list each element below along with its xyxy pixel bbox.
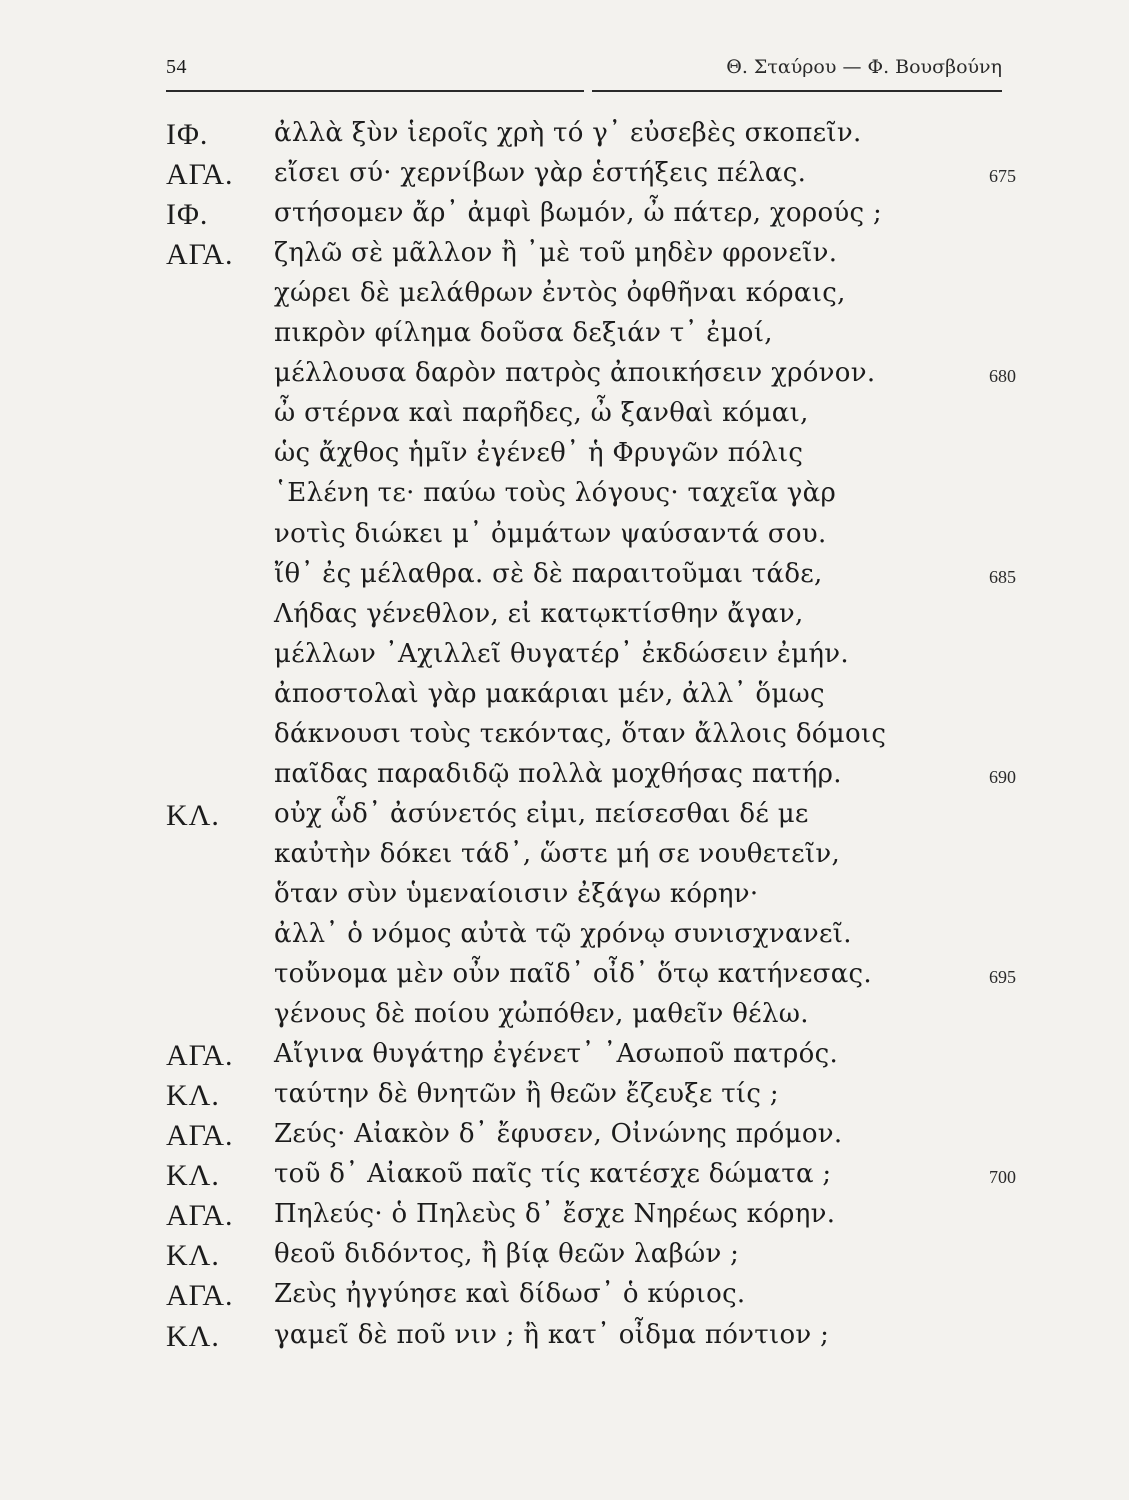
verse-line bbox=[0, 759, 1129, 799]
line-number: 680 bbox=[989, 366, 1016, 387]
verse-line bbox=[0, 559, 1129, 599]
verse-text: δάκνουσι τοὺς τεκόντας, ὅταν ἄλλοις δόμοις bbox=[274, 718, 887, 749]
speaker-label: ΑΓΑ. bbox=[166, 238, 234, 272]
verse-line bbox=[0, 118, 1129, 158]
verse-text: παῖδας παραδιδῷ πολλὰ μοχθήσας πατήρ. bbox=[274, 758, 842, 789]
verse-text: οὐχ ὧδ᾽ ἀσύνετός εἰμι, πείσεσθαι δέ με bbox=[274, 798, 809, 829]
verse-line bbox=[0, 358, 1129, 398]
verse-line bbox=[0, 1199, 1129, 1239]
speaker-label: ΚΛ. bbox=[166, 1079, 220, 1113]
speaker-label: ΑΓΑ. bbox=[166, 158, 234, 192]
verse-line bbox=[0, 719, 1129, 759]
verse-text: ἀλλὰ ξὺν ἱεροῖς χρὴ τό γ᾽ εὐσεβὲς σκοπεῖν. bbox=[274, 118, 862, 148]
verse-line bbox=[0, 879, 1129, 919]
line-number: 695 bbox=[989, 967, 1016, 988]
line-number: 675 bbox=[989, 166, 1016, 187]
verse-text: χώρει δὲ μελάθρων ἐντὸς ὀφθῆναι κόραις, bbox=[274, 278, 846, 309]
verse-text: καὐτὴν δόκει τάδ᾽, ὥστε μή σε νουθετεῖν, bbox=[274, 838, 841, 869]
verse-line bbox=[0, 799, 1129, 839]
verse-line bbox=[0, 278, 1129, 318]
page-number: 54 bbox=[166, 56, 187, 78]
verse-line bbox=[0, 438, 1129, 478]
verse-line bbox=[0, 1119, 1129, 1159]
running-head: Θ. Σταύρου — Φ. Βουσβούνη bbox=[726, 56, 1002, 78]
verse-line bbox=[0, 639, 1129, 679]
verse-line bbox=[0, 599, 1129, 639]
verse-line bbox=[0, 839, 1129, 879]
speaker-label: ΑΓΑ. bbox=[166, 1199, 234, 1233]
verse-line bbox=[0, 1039, 1129, 1079]
verse-text: ζηλῶ σὲ μᾶλλον ἢ ᾽μὲ τοῦ μηδὲν φρονεῖν. bbox=[274, 238, 838, 269]
verse-text: τοὔνομα μὲν οὖν παῖδ᾽ οἶδ᾽ ὅτῳ κατήνεσας. bbox=[274, 959, 872, 990]
verse-line bbox=[0, 679, 1129, 719]
page-header bbox=[166, 54, 1002, 90]
verse-line bbox=[0, 238, 1129, 278]
verse-line bbox=[0, 1159, 1129, 1199]
verse-line bbox=[0, 959, 1129, 999]
verse-text: ὅταν σὺν ὑμεναίοισιν ἐξάγω κόρην· bbox=[274, 878, 759, 909]
verse-text: γαμεῖ δὲ ποῦ νιν ; ἢ κατ᾽ οἶδμα πόντιον ; bbox=[274, 1319, 830, 1350]
verse-line bbox=[0, 198, 1129, 238]
verse-text: ὡς ἄχθος ἡμῖν ἐγένεθ᾽ ἡ Φρυγῶν πόλις bbox=[274, 438, 804, 469]
verse-line bbox=[0, 1279, 1129, 1319]
speaker-label: ΑΓΑ. bbox=[166, 1279, 234, 1313]
verse-text: ἀποστολαὶ γὰρ μακάριαι μέν, ἀλλ᾽ ὅμως bbox=[274, 678, 825, 709]
verse-line bbox=[0, 919, 1129, 959]
line-number: 700 bbox=[989, 1167, 1016, 1188]
verse-text: Λήδας γένεθλον, εἰ κατῳκτίσθην ἄγαν, bbox=[274, 598, 804, 629]
verse-text: Ζεὺς ἠγγύησε καὶ δίδωσ᾽ ὁ κύριος. bbox=[274, 1279, 746, 1310]
line-number: 690 bbox=[989, 766, 1016, 787]
speaker-label: ΙΦ. bbox=[166, 118, 209, 151]
verse-text: γένους δὲ ποίου χὠπόθεν, μαθεῖν θέλω. bbox=[274, 999, 809, 1030]
verse-text: ῾Ελένη τε· παύω τοὺς λόγους· ταχεῖα γὰρ bbox=[274, 478, 837, 509]
verse-line bbox=[0, 478, 1129, 518]
verse-text: μέλλουσα δαρὸν πατρὸς ἀποικήσειν χρόνον. bbox=[274, 358, 876, 389]
header-rule-left bbox=[166, 90, 584, 92]
header-rule-right bbox=[592, 90, 1002, 92]
verse-text: μέλλων ᾽Αχιλλεῖ θυγατέρ᾽ ἐκδώσειν ἐμήν. bbox=[274, 638, 849, 669]
verse-text: πικρὸν φίλημα δοῦσα δεξιάν τ᾽ ἐμοί, bbox=[274, 318, 773, 349]
speaker-label: ΚΛ. bbox=[166, 798, 220, 832]
speaker-label: ΚΛ. bbox=[166, 1319, 220, 1353]
verse-line bbox=[0, 519, 1129, 559]
verse-line bbox=[0, 1079, 1129, 1119]
verse-text: Ζεύς· Αἰακὸν δ᾽ ἔφυσεν, Οἰνώνης πρόμον. bbox=[274, 1119, 843, 1150]
speaker-label: ΑΓΑ. bbox=[166, 1039, 234, 1073]
verse-text: νοτὶς διώκει μ᾽ ὀμμάτων ψαύσαντά σου. bbox=[274, 518, 827, 549]
verse-text: ἀλλ᾽ ὁ νόμος αὐτὰ τῷ χρόνῳ συνισχνανεῖ. bbox=[274, 919, 852, 949]
verse-line bbox=[0, 1239, 1129, 1279]
verse-line bbox=[0, 1320, 1129, 1360]
line-number: 685 bbox=[989, 566, 1016, 587]
verse-text: θεοῦ διδόντος, ἢ βίᾳ θεῶν λαβών ; bbox=[274, 1239, 740, 1270]
speaker-label: ΑΓΑ. bbox=[166, 1119, 234, 1153]
verse-text: ὦ στέρνα καὶ παρῆδες, ὦ ξανθαὶ κόμαι, bbox=[274, 398, 809, 429]
verse-text: Αἴγινα θυγάτηρ ἐγένετ᾽ ᾽Ασωποῦ πατρός. bbox=[274, 1039, 839, 1070]
verse-line bbox=[0, 398, 1129, 438]
verse-text: Πηλεύς· ὁ Πηλεὺς δ᾽ ἔσχε Νηρέως κόρην. bbox=[274, 1199, 836, 1230]
speaker-label: ΚΛ. bbox=[166, 1239, 220, 1273]
verse-line bbox=[0, 999, 1129, 1039]
verse-text: ταύτην δὲ θνητῶν ἢ θεῶν ἔζευξε τίς ; bbox=[274, 1079, 779, 1110]
verse-text: εἴσει σύ· χερνίβων γὰρ ἑστήξεις πέλας. bbox=[274, 158, 807, 189]
verse-text: ἴθ᾽ ἐς μέλαθρα. σὲ δὲ παραιτοῦμαι τάδε, bbox=[274, 558, 823, 589]
speaker-label: ΙΦ. bbox=[166, 198, 209, 232]
verse-line bbox=[0, 318, 1129, 358]
verse-line bbox=[0, 158, 1129, 198]
verse-text: τοῦ δ᾽ Αἰακοῦ παῖς τίς κατέσχε δώματα ; bbox=[274, 1159, 832, 1190]
speaker-label: ΚΛ. bbox=[166, 1159, 220, 1193]
verse-text: στήσομεν ἄρ᾽ ἀμφὶ βωμόν, ὦ πάτερ, χορούς ; bbox=[274, 198, 883, 229]
